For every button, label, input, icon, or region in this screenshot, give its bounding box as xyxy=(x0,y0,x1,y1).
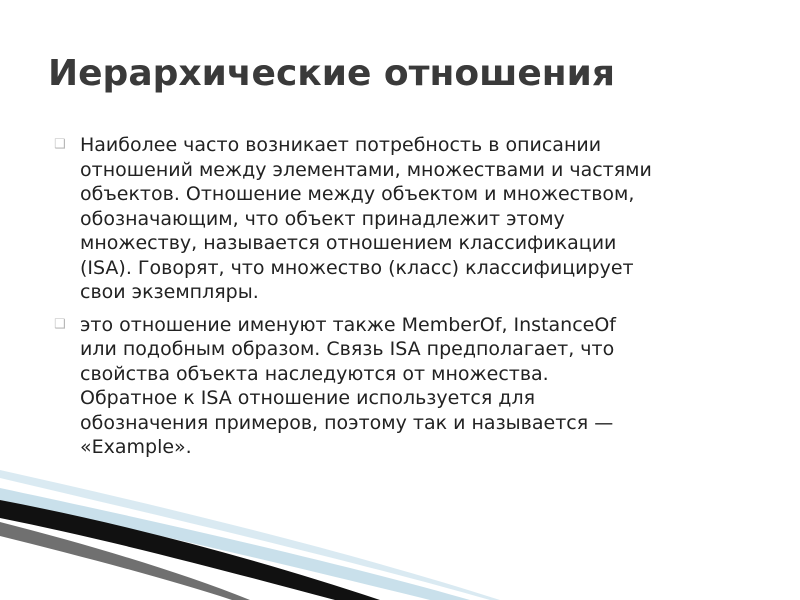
bullet-text-line: (ISA). Говорят, что множество (класс) классифицирует xyxy=(80,256,634,279)
bullet-text-line: отношений между элементами, множествами и частями xyxy=(80,158,652,181)
bullet-text-line: или подобным образом. Связь ISA предполагает, что xyxy=(80,338,615,360)
bullet-marker-icon: ❑ xyxy=(54,137,66,152)
bullet-text-line: обозначения примеров, поэтому так и называется — xyxy=(80,411,614,434)
bullet-text-line: Обратное к ISA отношение используется для xyxy=(80,387,536,409)
bullet-text-line: свойства объекта наследуются от множества. xyxy=(80,362,549,385)
bullet-marker-icon: ❑ xyxy=(54,316,66,332)
bullet-text-line: «Example». xyxy=(80,436,192,458)
bullet-text-line: обозначающим, что объект принадлежит этому xyxy=(80,207,565,230)
bullet-list xyxy=(54,133,754,468)
slide-title: Иерархические отношения xyxy=(48,53,615,94)
bullet-text-line: это отношение именуют также MemberOf, InstanceOf xyxy=(80,313,616,336)
bullet-item-classification xyxy=(54,133,754,305)
bullet-text-line: объектов. Отношение между объектом и множеством, xyxy=(80,183,635,205)
swoosh-light-thin xyxy=(0,470,500,600)
bullet-text-line: свои экземпляры. xyxy=(80,281,259,303)
bullet-text-line: множеству, называется отношением классификации xyxy=(80,232,617,254)
bullet-item-memberof xyxy=(54,313,754,460)
bullet-text-line: Наиболее часто возникает потребность в описании xyxy=(80,134,602,156)
